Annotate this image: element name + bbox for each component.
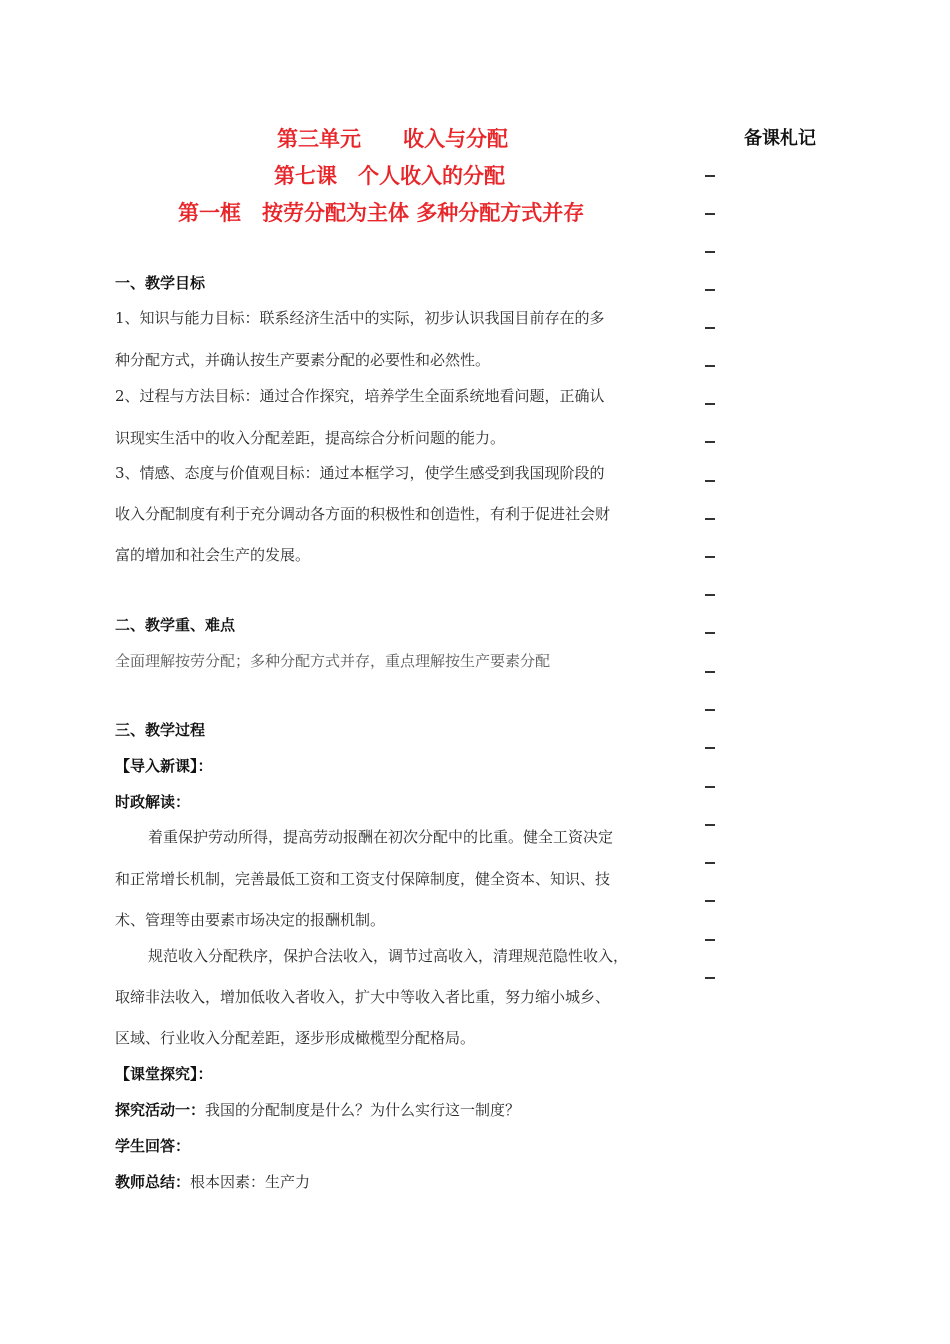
note-line	[705, 747, 715, 749]
news-paragraph-line: 区域、行业收入分配差距，逐步形成橄榄型分配格局。	[115, 1029, 476, 1047]
lesson-title: 第七课 个人收入的分配	[274, 164, 505, 188]
teaching-process-heading: 三、教学过程	[115, 721, 206, 739]
goal-line: 1、知识与能力目标：联系经济生活中的实际，初步认识我国目前存在的多	[115, 309, 605, 327]
note-line	[705, 786, 715, 788]
note-line	[705, 518, 715, 520]
goal-line: 2、过程与方法目标：通过合作探究，培养学生全面系统地看问题，正确认	[115, 387, 605, 405]
news-label: 时政解读：	[115, 793, 191, 811]
section-title: 第一框 按劳分配为主体 多种分配方式并存	[178, 201, 585, 225]
goal-line: 富的增加和社会生产的发展。	[115, 546, 311, 564]
explore-label: 【课堂探究】：	[115, 1065, 213, 1083]
note-line	[705, 977, 715, 979]
note-line	[705, 556, 715, 558]
news-paragraph-line: 和正常增长机制，完善最低工资和工资支付保障制度，健全资本、知识、技	[115, 870, 611, 888]
activity-line	[115, 1099, 520, 1120]
note-line	[705, 365, 715, 367]
note-line	[705, 862, 715, 864]
sidebar-title: 备课札记	[744, 128, 816, 149]
note-line	[705, 671, 715, 673]
note-line	[705, 175, 715, 177]
note-line	[705, 441, 715, 443]
note-line	[705, 213, 715, 215]
unit-title: 第三单元 收入与分配	[277, 127, 508, 151]
teacher-summary-label: 教师总结：	[115, 1173, 191, 1191]
note-line	[705, 327, 715, 329]
note-line	[705, 709, 715, 711]
news-paragraph-line: 术、管理等由要素市场决定的报酬机制。	[115, 911, 386, 929]
note-line	[705, 939, 715, 941]
news-paragraph-line: 规范收入分配秩序，保护合法收入，调节过高收入，清理规范隐性收入，	[148, 947, 629, 965]
teacher-summary-text: 根本因素：生产力	[190, 1173, 311, 1191]
goal-line: 识现实生活中的收入分配差距，提高综合分析问题的能力。	[115, 429, 506, 447]
teacher-summary-line	[115, 1171, 310, 1192]
note-line	[705, 900, 715, 902]
note-line	[705, 594, 715, 596]
news-paragraph-line: 着重保护劳动所得，提高劳动报酬在初次分配中的比重。健全工资决定	[148, 828, 614, 846]
goal-line: 3、情感、态度与价值观目标：通过本框学习，使学生感受到我国现阶段的	[115, 464, 605, 482]
key-points-heading: 二、教学重、难点	[115, 616, 236, 634]
note-line	[705, 632, 715, 634]
activity-label: 探究活动一：	[115, 1101, 206, 1119]
note-line	[705, 251, 715, 253]
note-line	[705, 480, 715, 482]
student-answer-label: 学生回答：	[115, 1137, 191, 1155]
note-line	[705, 824, 715, 826]
goal-line: 收入分配制度有利于充分调动各方面的积极性和创造性，有利于促进社会财	[115, 505, 611, 523]
teaching-goals-heading: 一、教学目标	[115, 274, 206, 292]
goal-line: 种分配方式，并确认按生产要素分配的必要性和必然性。	[115, 351, 491, 369]
activity-text: 我国的分配制度是什么？为什么实行这一制度？	[205, 1101, 521, 1119]
news-paragraph-line: 取缔非法收入，增加低收入者收入，扩大中等收入者比重，努力缩小城乡、	[115, 988, 611, 1006]
note-line	[705, 289, 715, 291]
intro-label: 【导入新课】：	[115, 757, 213, 775]
note-line	[705, 403, 715, 405]
key-points-text: 全面理解按劳分配；多种分配方式并存，重点理解按生产要素分配	[115, 652, 551, 670]
